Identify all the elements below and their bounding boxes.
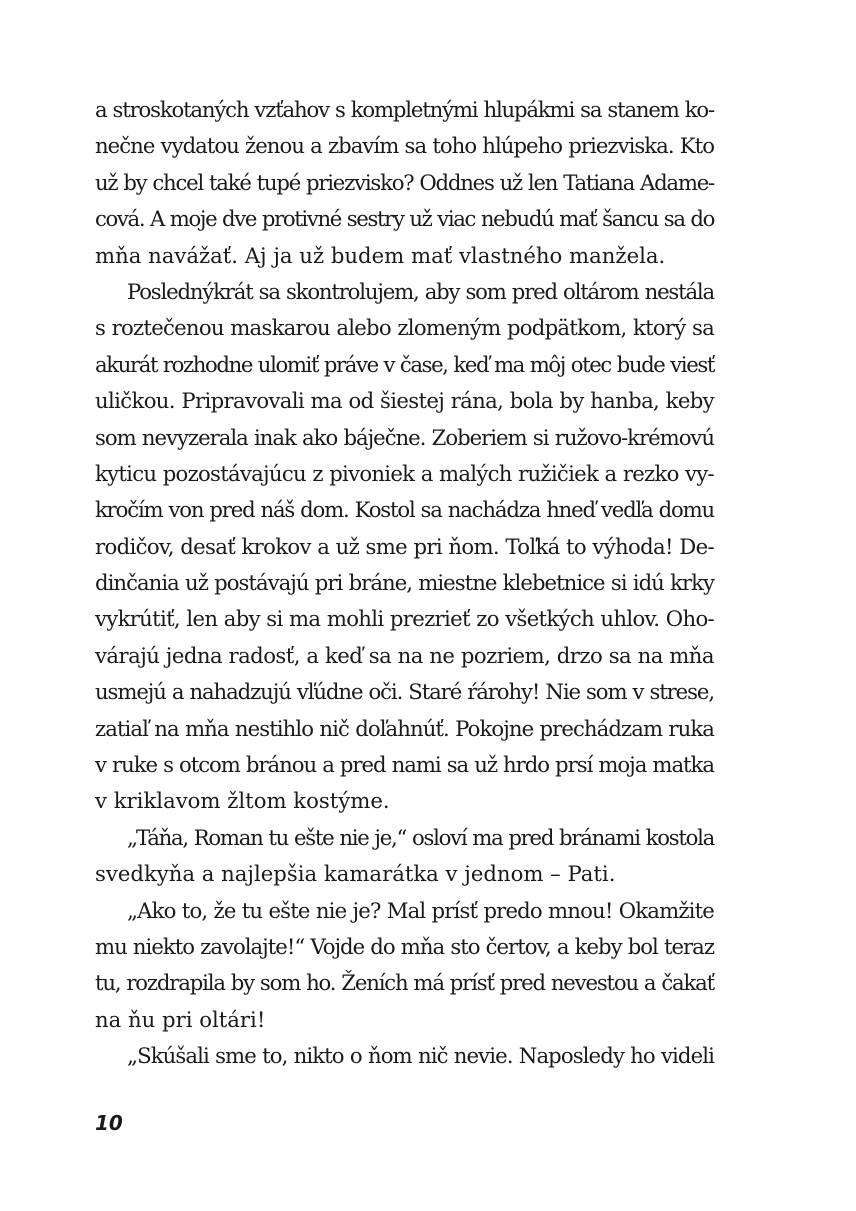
text-line: „Ako to, že tu ešte nie je? Mal prísť predo mnou! Okamžite [127, 897, 714, 923]
text-line: kyticu pozostávajúcu z pivoniek a malých ružičiek a rezko vy- [95, 460, 714, 486]
text-line: uličkou. Pripravovali ma od šiestej rána, bola by hanba, keby [95, 388, 714, 414]
text-line: vykrútiť, len aby si ma mohli prezrieť zo všetkých uhlov. Oho- [95, 606, 714, 632]
page-number: 10 [95, 1111, 123, 1135]
text-line: s roztečenou maskarou alebo zlomeným podpätkom, ktorý sa [95, 315, 714, 341]
text-line: tu, rozdrapila by som ho. Ženích má prísť pred nevestou a čakať [95, 970, 714, 996]
text-line: nečne vydatou ženou a zbavím sa toho hlúpeho priezviska. Kto [95, 133, 714, 159]
text-line: akurát rozhodne ulomiť práve v čase, keď ma môj otec bude viesť [95, 351, 714, 377]
text-line: a stroskotaných vzťahov s kompletnými hlupákmi sa stanem ko- [95, 97, 714, 122]
text-line: cová. A moje dve protivné sestry už viac nebudú mať šancu sa do [95, 206, 714, 232]
text-line: „Skúšali sme to, nikto o ňom nič nevie. Naposledy ho videli [127, 1043, 714, 1069]
text-line: v ruke s otcom bránou a pred nami sa už hrdo prsí moja matka [95, 752, 714, 778]
text-line: už by chcel také tupé priezvisko? Oddnes už len Tatiana Adame- [95, 169, 714, 195]
text-line: rodičov, desať krokov a už sme pri ňom. Toľká to výhoda! De- [95, 533, 714, 559]
text-line: várajú jedna radosť, a keď sa na ne pozriem, drzo sa na mňa [95, 642, 714, 668]
text-line: dinčania už postávajú pri bráne, miestne klebetnice si idú krky [95, 570, 714, 596]
text-line: „Táňa, Roman tu ešte nie je,“ osloví ma pred bránami kostola [127, 824, 714, 850]
text-line: zatiaľ na mňa nestihlo nič doľahnúť. Pokojne prechádzam ruka [95, 715, 714, 741]
text-line: som nevyzerala inak ako báječne. Zoberiem si ružovo-krémovú [95, 424, 714, 450]
text-line: mňa navážať. Aj ja už budem mať vlastného manžela. [95, 242, 666, 268]
text-line: kročím von pred náš dom. Kostol sa nachádza hneď vedľa domu [95, 497, 714, 523]
body-text [95, 92, 714, 1075]
text-line: v kriklavom žltom kostýme. [95, 788, 390, 814]
text-line: svedkyňa a najlepšia kamarátka v jednom – Pati. [95, 861, 616, 887]
text-line: usmejú a nahadzujú vľúdne oči. Staré ŕárohy! Nie som v strese, [95, 679, 714, 705]
text-line: na ňu pri oltári! [95, 1006, 266, 1032]
text-line: Poslednýkrát sa skontrolujem, aby som pred oltárom nestála [127, 278, 714, 304]
text-line: mu niekto zavolajte!“ Vojde do mňa sto čertov, a keby bol teraz [95, 933, 714, 959]
